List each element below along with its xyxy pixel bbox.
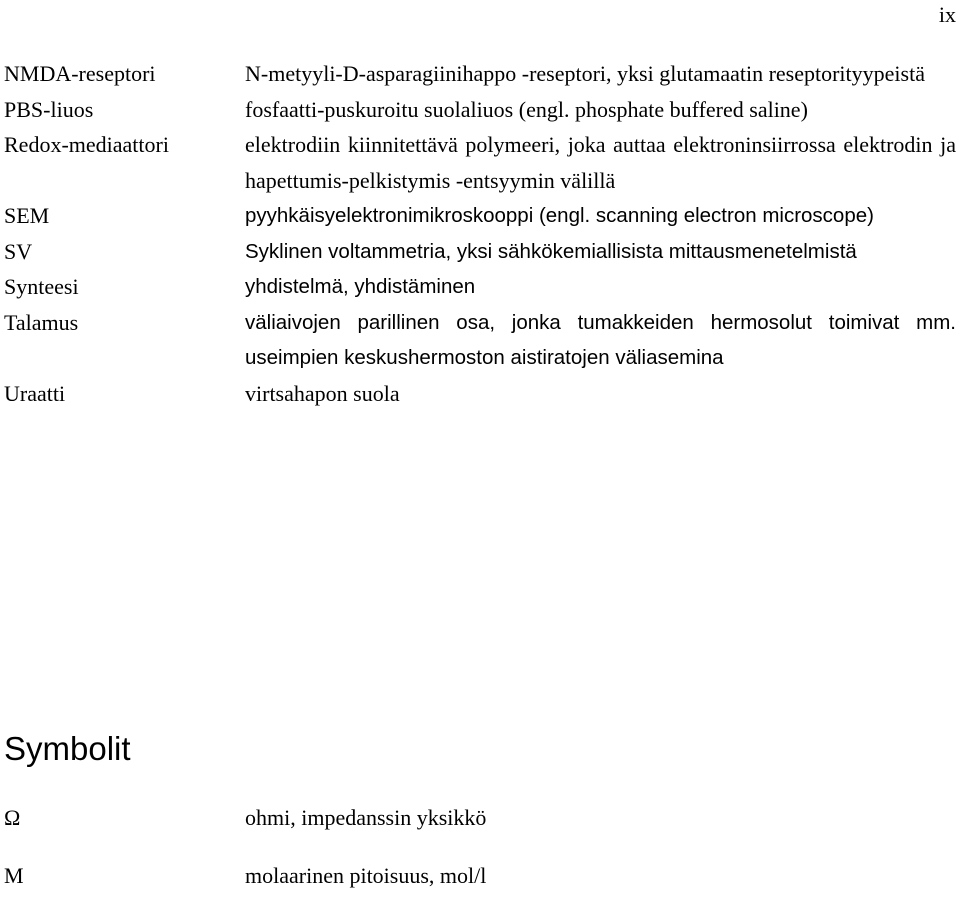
abbreviation-definition: virtsahapon suola bbox=[245, 380, 400, 406]
abbreviation-definition: fosfaatti-puskuroitu suolaliuos (engl. phosphate buffered saline) bbox=[245, 96, 808, 122]
symbol-term: M bbox=[4, 863, 24, 888]
abbreviation-entry-pbs bbox=[4, 92, 956, 128]
symbol-entry-ohm bbox=[4, 800, 956, 858]
abbreviation-entry-sv bbox=[4, 234, 956, 270]
abbreviation-list bbox=[4, 56, 956, 411]
abbreviation-term: SV bbox=[4, 238, 33, 264]
symbol-entry-molar bbox=[4, 858, 956, 916]
symbol-list bbox=[4, 800, 956, 916]
abbreviation-term: Redox-mediaattori bbox=[4, 132, 169, 157]
abbreviation-entry-sem bbox=[4, 198, 956, 234]
abbreviation-term: Talamus bbox=[4, 309, 79, 335]
abbreviation-definition: yhdistelmä, yhdistäminen bbox=[245, 275, 476, 298]
symbol-definition: molaarinen pitoisuus, mol/l bbox=[245, 863, 487, 888]
abbreviation-term: SEM bbox=[4, 203, 50, 228]
abbreviation-definition: elektrodiin kiinnitettävä polymeeri, joka auttaa elektroninsiirrossa elektrodin ja hapettumis-pelkistymis -entsyymin välillä bbox=[245, 132, 956, 193]
abbreviation-definition: pyyhkäisyelektronimikroskooppi (engl. scanning electron microscope) bbox=[245, 204, 874, 227]
abbreviation-entry-uraatti bbox=[4, 376, 956, 412]
abbreviation-definition: väliaivojen parillinen osa, jonka tumakkeiden hermosolut toimivat mm. useimpien keskushermoston aistiratojen väliasemina bbox=[245, 310, 956, 369]
abbreviation-definition: N-metyyli-D-asparagiinihappo -reseptori, yksi glutamaatin reseptorityypeistä bbox=[245, 61, 925, 86]
abbreviation-entry-redox bbox=[4, 127, 956, 198]
abbreviation-definition: Syklinen voltammetria, yksi sähkökemiallisista mittausmenetelmistä bbox=[245, 239, 857, 263]
abbreviation-entry-synteesi bbox=[4, 269, 956, 305]
abbreviation-term: PBS-liuos bbox=[4, 96, 94, 122]
abbreviation-entry-nmda bbox=[4, 56, 956, 92]
abbreviation-term: NMDA-reseptori bbox=[4, 61, 156, 86]
abbreviation-term: Uraatti bbox=[4, 380, 66, 406]
symbol-term: Ω bbox=[4, 805, 21, 830]
symbol-definition: ohmi, impedanssin yksikkö bbox=[245, 805, 487, 830]
abbreviation-entry-talamus bbox=[4, 305, 956, 376]
page-number: ix bbox=[938, 2, 956, 27]
abbreviation-term: Synteesi bbox=[4, 274, 79, 299]
symbols-heading: Symbolit bbox=[4, 730, 131, 767]
